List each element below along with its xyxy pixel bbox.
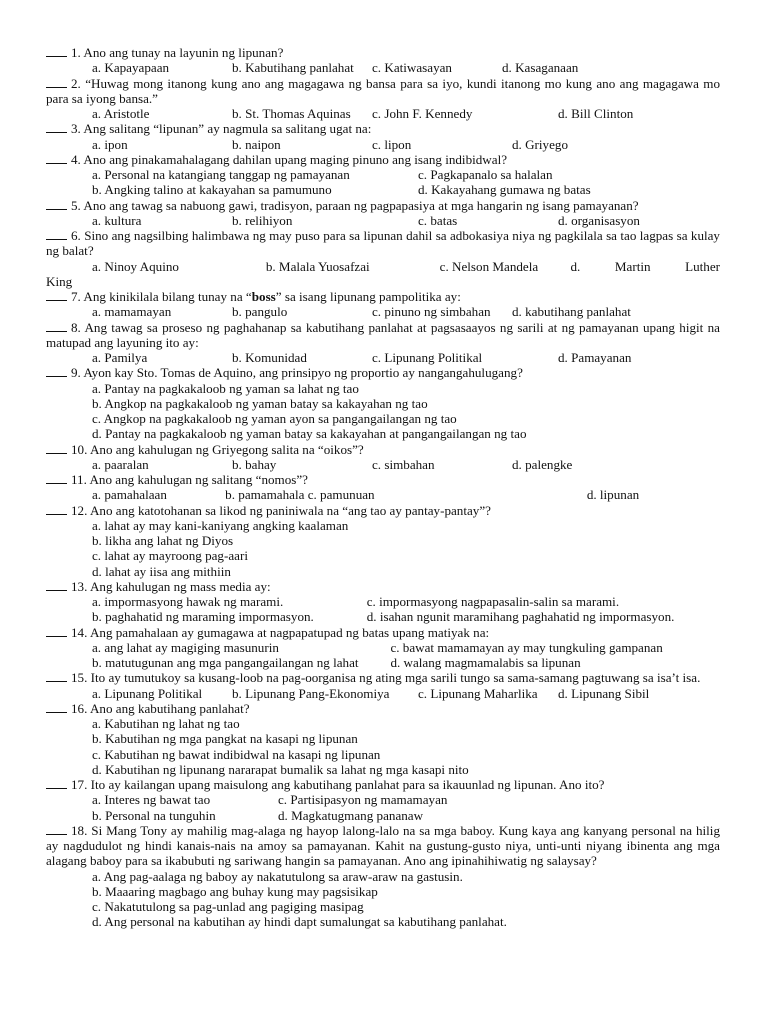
question-stem: [46, 503, 720, 518]
answer-blank[interactable]: [46, 504, 67, 515]
choice[interactable]: d. Griyego: [512, 136, 569, 152]
question-stem: [46, 670, 720, 685]
answer-blank[interactable]: [46, 702, 67, 713]
answer-blank[interactable]: [46, 824, 67, 835]
answer-blank[interactable]: [46, 626, 67, 637]
choice[interactable]: a. paaralan: [92, 456, 149, 472]
question-17: [46, 777, 720, 823]
question-text: Ayon kay Sto. Tomas de Aquino, ang prinsipyo ng proportio ay nangangahulugang?: [83, 365, 523, 381]
choice[interactable]: a. Interes ng bawat tao: [92, 792, 211, 808]
choice[interactable]: b. Lipunang Pang-Ekonomiya: [232, 685, 390, 701]
choice[interactable]: a. Kabutihan ng lahat ng tao: [92, 716, 240, 731]
answer-blank[interactable]: [46, 77, 67, 88]
question-5: [46, 198, 720, 229]
question-12: [46, 503, 720, 579]
choice[interactable]: b. pangulo: [232, 304, 288, 320]
choices-row: [46, 686, 720, 701]
choice[interactable]: d. isahan ngunit maramihang paghahatid ng impormasyon.: [366, 609, 675, 625]
choices-row: [46, 655, 720, 670]
choice[interactable]: c. pinuno ng simbahan: [372, 304, 491, 320]
choice[interactable]: d. walang magmamalabis sa lipunan: [390, 655, 581, 670]
question-text: Ang kahulugan ng mass media ay:: [89, 578, 271, 594]
question-stem: [46, 472, 720, 487]
question-stem: [46, 289, 720, 304]
choice[interactable]: c. bawat mamamayan ay may tungkuling gampanan: [390, 639, 663, 655]
question-text: ” sa isang lipunang pampolitika ay:: [275, 289, 461, 304]
choice[interactable]: b. likha ang lahat ng Diyos: [92, 533, 234, 548]
question-number: 6.: [71, 228, 81, 243]
choice[interactable]: a. Pamilya: [92, 350, 148, 365]
choice[interactable]: c. John F. Kennedy: [372, 106, 473, 121]
question-3: [46, 121, 720, 152]
question-text: Ano ang katotohanan sa likod ng paniniwala na “ang tao ay pantay-pantay”?: [89, 502, 491, 518]
choice[interactable]: a. Kapayapaan: [92, 60, 170, 76]
answer-blank[interactable]: [46, 46, 67, 57]
choice[interactable]: a. ipon: [92, 136, 128, 152]
choice[interactable]: a. pamahalaan: [92, 487, 167, 503]
answer-blank[interactable]: [46, 443, 67, 454]
question-text: Ito ay kailangan upang maisulong ang kabutihang panlahat para sa ikauunlad ng lipunan. Ano ito?: [90, 777, 605, 792]
question-number: 3.: [71, 121, 81, 137]
choice[interactable]: c. Partisipasyon ng mamamayan: [278, 792, 448, 808]
choice[interactable]: b. matutugunan ang mga pangangailangan ng lahat: [92, 655, 359, 670]
question-text: Ito ay tumutukoy sa kusang-loob na pag-oorganisa ng ating mga sarili tungo sa sama-samang pagtuwang sa isa’t isa.: [90, 670, 701, 686]
answer-blank[interactable]: [46, 153, 67, 164]
choice[interactable]: b. Malala Yuosafzai: [265, 258, 370, 274]
choice[interactable]: d. Ang personal na kabutihan ay hindi dapt sumalungat sa kabutihang panlahat.: [92, 914, 507, 930]
choices-row: [46, 594, 720, 609]
question-text: Ano ang tawag sa nabuong gawi, tradisyon, paraan ng pagpapasiya at mga hangarin ng isang pamayanan?: [83, 197, 639, 213]
question-text: Sino ang nagsilbing halimbawa ng may puso para sa lipunan dahil sa adbokasiya niya ng pagkilala sa tao lagpas sa kulay ng balat?: [46, 228, 720, 259]
choice[interactable]: d. Kasaganaan: [502, 60, 579, 76]
choice[interactable]: a. Ninoy Aquino: [92, 258, 179, 274]
question-number: 7.: [71, 289, 81, 304]
question-stem: [46, 121, 720, 136]
choice[interactable]: c. Kabutihan ng bawat indibidwal na kasapi ng lipunan: [92, 746, 381, 762]
question-15: [46, 670, 720, 701]
choice[interactable]: c. Nakatutulong sa pag-unlad ang pagiging masipag: [92, 899, 364, 914]
answer-blank[interactable]: [46, 473, 67, 484]
question-number: 15.: [71, 670, 88, 686]
question-number: 1.: [71, 45, 81, 60]
answer-blank[interactable]: [46, 290, 67, 301]
question-7: [46, 289, 720, 320]
choice[interactable]: d. Lipunang Sibil: [558, 685, 650, 701]
answer-blank[interactable]: [46, 199, 67, 210]
question-4: [46, 152, 720, 198]
question-9: [46, 365, 720, 441]
choice[interactable]: d. lahat ay iisa ang mithiin: [92, 563, 231, 579]
choice[interactable]: a. kultura: [92, 212, 142, 228]
choices-row: [46, 213, 720, 228]
choice[interactable]: a. Pantay na pagkakaloob ng yaman sa lahat ng tao: [92, 380, 359, 396]
choice[interactable]: a. Lipunang Politikal: [92, 685, 203, 701]
question-14: [46, 625, 720, 671]
choice[interactable]: b. Kabutihan ng mga pangkat na kasapi ng lipunan: [92, 731, 358, 747]
question-stem: [46, 625, 720, 640]
choice[interactable]: c. Lipunang Politikal: [372, 350, 483, 365]
question-18: [46, 823, 720, 930]
choice[interactable]: b. Kabutihang panlahat: [232, 60, 354, 76]
question-number: 16.: [71, 700, 88, 716]
question-stem: [46, 701, 720, 716]
question-stem: [46, 442, 720, 457]
choice[interactable]: d. Pamayanan: [558, 350, 632, 365]
choice[interactable]: a. Personal na katangiang tanggap ng pamayanan: [92, 167, 350, 182]
choice[interactable]: b. Komunidad: [232, 350, 307, 365]
question-text: Ano ang kahulugan ng Griyegong salita na “oikos”?: [89, 441, 364, 457]
choice[interactable]: d. Bill Clinton: [558, 106, 634, 121]
question-number: 11.: [71, 472, 87, 487]
choice[interactable]: a. Ang pag-aalaga ng baboy ay nakatutulong sa araw-araw na gastusin.: [92, 868, 463, 884]
question-number: 10.: [71, 441, 88, 457]
answer-blank[interactable]: [46, 229, 67, 240]
choice[interactable]: b. bahay: [232, 456, 277, 472]
choices-row: [46, 167, 720, 182]
choice-continuation: King: [46, 273, 73, 289]
choice[interactable]: b. St. Thomas Aquinas: [232, 106, 351, 121]
question-text: Ang salitang “lipunan” ay nagmula sa salitang ugat na:: [83, 121, 372, 137]
question-13: [46, 579, 720, 625]
choices-row: [46, 457, 720, 472]
question-stem: [46, 45, 720, 60]
choice[interactable]: c. Pagkapanalo sa halalan: [418, 167, 553, 182]
choice[interactable]: d. Martin Luther: [570, 258, 721, 274]
choices-row: [46, 350, 720, 365]
answer-blank[interactable]: [46, 580, 67, 591]
question-text: Ang kinikilala bilang tunay na “: [83, 289, 252, 304]
question-16: [46, 701, 720, 777]
choice[interactable]: c. Nelson Mandela: [439, 258, 539, 274]
choice[interactable]: c. batas: [418, 212, 458, 228]
question-text: Ano ang kabutihang panlahat?: [89, 700, 250, 716]
choice[interactable]: c. lipon: [372, 136, 412, 152]
question-11: [46, 472, 720, 503]
answer-blank[interactable]: [46, 671, 67, 682]
choice[interactable]: d. Kabutihan ng lipunang nararapat bumalik sa lahat ng mga kasapi nito: [92, 761, 469, 777]
question-stem: [46, 76, 720, 107]
question-number: 13.: [71, 578, 88, 594]
choice[interactable]: [365, 487, 587, 502]
choices-row: [46, 137, 720, 152]
choice[interactable]: a. impormasyong hawak ng marami.: [92, 594, 284, 609]
question-text: Ang tawag sa proseso ng paghahanap sa kabutihang panlahat at pagsasaayos ng sarili at ng pamayanan upang higit na matupad ang layuning ito ay:: [46, 319, 720, 350]
question-stem: [46, 198, 720, 213]
question-number: 8.: [71, 319, 81, 335]
choices-row: [46, 60, 720, 75]
question-1: [46, 45, 720, 76]
choice[interactable]: d. Magkatugmang pananaw: [278, 807, 424, 823]
question-stem: [46, 152, 720, 167]
choice[interactable]: b. Maaaring magbago ang buhay kung may pagsisikap: [92, 883, 378, 899]
choice[interactable]: b. paghahatid ng maraming impormasyon.: [92, 609, 314, 625]
choice[interactable]: b. Angking talino at kakayahan sa pamumuno: [92, 182, 332, 198]
question-number: 14.: [71, 624, 88, 640]
question-number: 5.: [71, 197, 81, 213]
question-text-bold: boss: [251, 289, 276, 304]
choice[interactable]: c. lahat ay mayroong pag-aari: [92, 548, 248, 564]
choices-row: [46, 182, 720, 197]
choice[interactable]: a. Aristotle: [92, 106, 150, 121]
choice[interactable]: a. ang lahat ay magiging masunurin: [92, 639, 279, 655]
question-8: [46, 320, 720, 366]
answer-blank[interactable]: [46, 122, 67, 133]
question-stem: [46, 320, 720, 351]
question-10: [46, 442, 720, 473]
question-text: Ano ang tunay na layunin ng lipunan?: [83, 45, 284, 60]
choices-row: [46, 808, 720, 823]
choices-row: [46, 304, 720, 319]
choice[interactable]: c. Angkop na pagkakaloob ng yaman ayon sa pangangailangan ng tao: [92, 411, 457, 426]
choice[interactable]: a. lahat ay may kani-kaniyang angking kaalaman: [92, 517, 349, 533]
question-stem: [46, 823, 720, 869]
question-stem: [46, 365, 720, 380]
question-6: [46, 228, 720, 289]
choice[interactable]: d. lipunan: [586, 487, 640, 503]
choice[interactable]: a. mamamayan: [92, 304, 172, 320]
choice[interactable]: b. relihiyon: [232, 212, 293, 228]
choices-row: [46, 259, 720, 274]
choice[interactable]: c. simbahan: [372, 456, 435, 472]
question-2: [46, 76, 720, 122]
choice[interactable]: b. Angkop na pagkakaloob ng yaman batay sa kakayahan ng tao: [92, 395, 428, 411]
choice[interactable]: c. impormasyong nagpapasalin-salin sa marami.: [366, 594, 620, 609]
choices-row: [46, 640, 720, 655]
choice[interactable]: d. Pantay na pagkakaloob ng yaman batay sa kakayahan at pangangailangan ng tao: [92, 426, 527, 442]
choice[interactable]: c. Katiwasayan: [372, 60, 452, 76]
choice[interactable]: d. organisasyon: [558, 212, 640, 228]
choice[interactable]: b. Personal na tunguhin: [92, 807, 216, 823]
question-stem: [46, 579, 720, 594]
choices-row: [46, 106, 720, 121]
question-number: 18.: [71, 822, 88, 838]
answer-blank[interactable]: [46, 321, 67, 332]
question-number: 2.: [71, 75, 81, 91]
question-number: 17.: [71, 777, 88, 792]
question-text: “Huwag mong itanong kung ano ang magagawa ng bansa para sa iyo, kundi itanong mo kung ano ang magagawa mo para sa iyong bansa.”: [46, 75, 721, 106]
choice[interactable]: c. Lipunang Maharlika: [418, 685, 538, 701]
choices-row: [46, 487, 720, 502]
choice[interactable]: b. pamamahala c. pamunuan: [225, 487, 375, 503]
answer-blank[interactable]: [46, 778, 67, 789]
choice[interactable]: b. naipon: [232, 136, 281, 152]
question-text: Si Mang Tony ay mahilig mag-alaga ng hayop lalong-lalo na sa mga baboy. Kung kaya ang kanyang personal na hilig ay nagdudulot ng hindi kanais-nais na amoy sa pamayanan. Kahit na gustung-gusto niya, unti-unti niyang ibinenta ang mga alagang baboy para sa ikabubuti ng sariwang hangin sa pamayanan. Ano ang ipinahihiwatig ng salaysay?: [46, 822, 720, 869]
question-number: 4.: [71, 151, 81, 167]
question-stem: [46, 777, 720, 792]
question-number: 12.: [71, 502, 88, 518]
question-text: Ang pamahalaan ay gumagawa at nagpapatupad ng batas upang matiyak na:: [89, 624, 490, 640]
question-text: Ano ang kahulugan ng salitang “nomos”?: [89, 472, 308, 487]
question-stem: [46, 228, 720, 259]
choice[interactable]: d. palengke: [512, 456, 573, 472]
choice[interactable]: d. kabutihang panlahat: [512, 304, 631, 320]
answer-blank[interactable]: [46, 366, 67, 377]
choices-row: [46, 792, 720, 807]
question-number: 9.: [71, 365, 81, 381]
choices-row: [46, 609, 720, 624]
question-text: Ano ang pinakamahalagang dahilan upang maging pinuno ang isang indibidwal?: [83, 151, 508, 167]
choice[interactable]: d. Kakayahang gumawa ng batas: [418, 182, 591, 198]
